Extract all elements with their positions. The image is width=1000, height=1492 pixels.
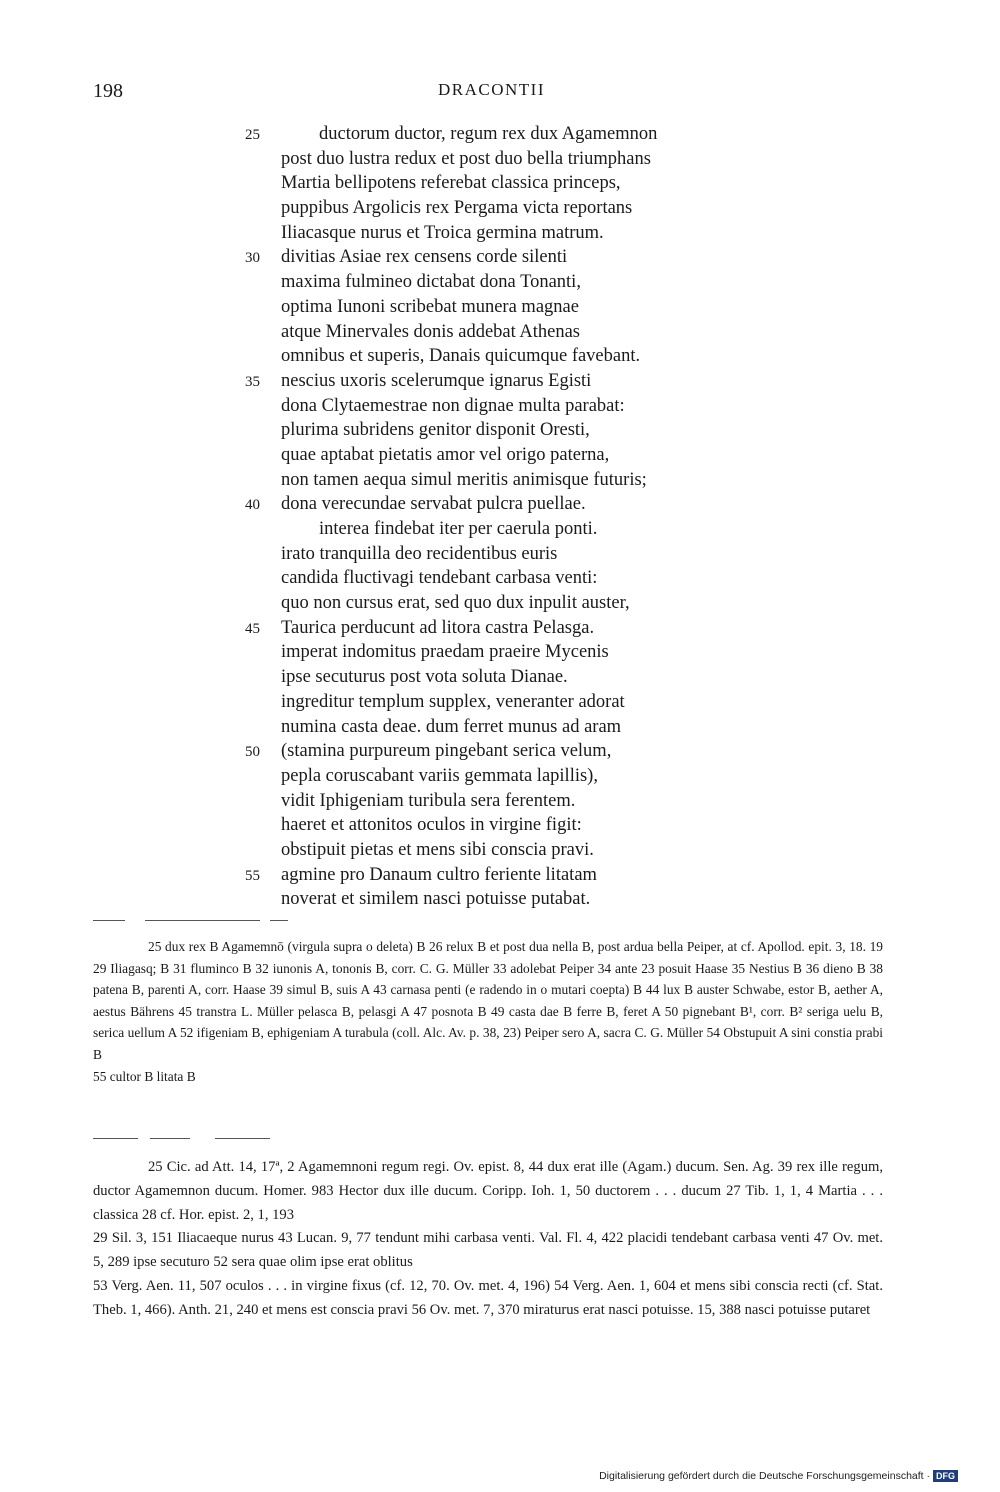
verse-line	[0, 690, 1000, 715]
line-number: 35	[245, 373, 260, 390]
verse-text: (stamina purpureum pingebant serica velum,	[281, 741, 612, 762]
verse-text: maxima fulmineo dictabat dona Tonanti,	[281, 272, 581, 293]
line-number: 55	[245, 867, 260, 884]
verse-line	[0, 566, 1000, 591]
verse-text: interea findebat iter per caerula ponti.	[319, 519, 598, 539]
apparatus-paragraph: 25 dux rex B Agamemnō (virgula supra o deleta) B 26 relux B et post dua nella B, post ardua bella Peiper, at cf. Apollod. epit. 3, 18. 19 29 Iliagasq; B 31 fluminco B 32 iunonis A, tononis B, corr. C. G. Müller 33 adolebat Peiper 34 ante 23 posuit Haase 35 Nestius B 36 dieno B 38 patena B, parenti A, corr. Haase 39 simul B, suis A 43 carnasa penti (e radendo in o mutari coepta) B 44 lux B auster Schwabe, estor B, aether A, aestus Bährens 45 transtra L. Müller pelasca B, pelasgi A 47 posnota B 49 casta dae B ferre B, feret A 50 pignebant B¹, corr. B² seriga uelu B, serica uellum A 52 ifigeniam B, ephigeniam A turabula (coll. Alc. Av. p. 38, 23) Peiper sero A, sacra C. G. Müller 54 Obstupuit A sini constia prabi B	[93, 939, 883, 1062]
verse-line	[0, 542, 1000, 567]
verse-text: imperat indomitus praedam praeire Mycenis	[281, 642, 609, 663]
verse-text: non tamen aequa simul meritis animisque futuris;	[281, 469, 647, 490]
verse-line	[0, 418, 1000, 443]
verse-text: numina casta deae. dum ferret munus ad aram	[281, 716, 622, 737]
verse-line	[0, 492, 1000, 517]
verse-line	[0, 394, 1000, 419]
line-number: 25	[245, 127, 260, 143]
verse-text: agmine pro Danaum cultro feriente litatam	[281, 864, 597, 885]
verse-text: pepla coruscabant variis gemmata lapillis),	[281, 765, 598, 786]
line-number: 45	[245, 620, 260, 637]
testimonia	[93, 1156, 883, 1323]
verse-text: omnibus et superis, Danais quicumque favebant.	[281, 346, 641, 367]
verse-line	[0, 468, 1000, 493]
verse-line	[0, 171, 1000, 196]
testimonia-paragraph: 25 Cic. ad Att. 14, 17ª, 2 Agamemnoni regum regi. Ov. epist. 8, 44 dux erat ille (Agam.) ducum. Sen. Ag. 39 rex ille regum, ductor Agamemnon ducum. Homer. 983 Hector dux ille ducum. Coripp. Ioh. 1, 50 ductorem . . . ducum 27 Tib. 1, 1, 4 Martia . . . classica 28 cf. Hor. epist. 2, 1, 193	[93, 1159, 883, 1223]
divider	[270, 920, 288, 921]
verse-text: quae aptabat pietatis amor vel origo paterna,	[281, 444, 610, 465]
verse-text: haeret et attonitos oculos in virgine figit:	[281, 815, 582, 836]
verse-line	[0, 344, 1000, 369]
verse-text: irato tranquilla deo recidentibus euris	[281, 543, 558, 564]
verse-line	[0, 640, 1000, 665]
testimonia-paragraph: 53 Verg. Aen. 11, 507 oculos . . . in virgine fixus (cf. 12, 70. Ov. met. 4, 196) 54 Verg. Aen. 1, 604 et mens sibi conscia recti (cf. Stat. Theb. 1, 466). Anth. 21, 240 et mens est conscia pravi 56 Ov. met. 7, 370 miraturus erat nasci potuisse. 15, 388 nasci potuisse putaret	[93, 1277, 883, 1318]
verse-line	[0, 838, 1000, 863]
verse-line	[0, 517, 1000, 542]
verse-text: dona Clytaemestrae non dignae multa parabat:	[281, 395, 625, 416]
verse-line	[0, 715, 1000, 740]
verse-line	[0, 196, 1000, 221]
verse-line	[0, 616, 1000, 641]
verse-text: post duo lustra redux et post duo bella triumphans	[281, 148, 651, 169]
verse-line	[0, 739, 1000, 764]
page-number: 198	[93, 80, 123, 102]
verse-line	[0, 320, 1000, 345]
verse-line	[0, 887, 1000, 912]
verse-text: noverat et similem nasci potuisse putabat.	[281, 889, 591, 910]
divider	[150, 1138, 190, 1139]
verse-line	[0, 369, 1000, 394]
verse-line	[0, 591, 1000, 616]
verse-text: vidit Iphigeniam turibula sera ferentem.	[281, 790, 576, 811]
dfg-logo: DFG	[933, 1470, 958, 1482]
verse-line	[0, 295, 1000, 320]
divider	[145, 920, 260, 921]
verse-line	[0, 813, 1000, 838]
verse-line	[0, 221, 1000, 246]
verse-line	[0, 764, 1000, 789]
line-number: 50	[245, 744, 260, 761]
running-head: DRACONTII	[438, 80, 545, 99]
verse-text: ductorum ductor, regum rex dux Agamemnon	[319, 124, 658, 144]
verse-text: quo non cursus erat, sed quo dux inpulit auster,	[281, 593, 630, 614]
verse-line	[0, 147, 1000, 172]
divider	[93, 1138, 138, 1139]
verse-line	[0, 122, 1000, 147]
verse-text: ingreditur templum supplex, veneranter adorat	[281, 691, 625, 712]
apparatus-paragraph: 55 cultor B litata B	[93, 1068, 196, 1084]
verse-text: dona verecundae servabat pulcra puellae.	[281, 494, 586, 515]
verse-line	[0, 245, 1000, 270]
divider	[93, 920, 125, 921]
poem-text	[0, 122, 1000, 912]
credit-text: Digitalisierung gefördert durch die Deutsche Forschungsgemeinschaft ·	[599, 1470, 930, 1482]
verse-line	[0, 443, 1000, 468]
verse-line	[0, 863, 1000, 888]
verse-text: candida fluctivagi tendebant carbasa venti:	[281, 568, 598, 589]
verse-text: puppibus Argolicis rex Pergama victa reportans	[281, 198, 633, 219]
verse-text: plurima subridens genitor disponit Oresti,	[281, 420, 590, 441]
testimonia-paragraph: 29 Sil. 3, 151 Iliacaeque nurus 43 Lucan. 9, 77 tendunt mihi carbasa venti. Val. Fl. 4, 422 placidi tendebant carbasa venti 47 Ov. met. 5, 289 ipse secuturo 52 sera quae olim ipse erat oblitus	[93, 1230, 883, 1271]
verse-text: divitias Asiae rex censens corde silenti	[281, 247, 568, 268]
verse-text: nescius uxoris scelerumque ignarus Egisti	[281, 370, 592, 391]
verse-line	[0, 789, 1000, 814]
line-number: 30	[245, 250, 260, 267]
divider	[215, 1138, 270, 1139]
verse-text: Martia bellipotens referebat classica princeps,	[281, 173, 621, 194]
verse-text: atque Minervales donis addebat Athenas	[281, 321, 580, 342]
footer-credit	[599, 1470, 958, 1482]
verse-text: Iliacasque nurus et Troica germina matrum.	[281, 222, 604, 243]
critical-apparatus	[93, 936, 883, 1087]
verse-text: Taurica perducunt ad litora castra Pelasga.	[281, 617, 595, 638]
verse-line	[0, 270, 1000, 295]
verse-text: obstipuit pietas et mens sibi conscia pravi.	[281, 839, 594, 860]
line-number: 40	[245, 497, 260, 514]
verse-text: optima Iunoni scribebat munera magnae	[281, 296, 579, 317]
verse-text: ipse secuturus post vota soluta Dianae.	[281, 667, 568, 688]
verse-line	[0, 665, 1000, 690]
